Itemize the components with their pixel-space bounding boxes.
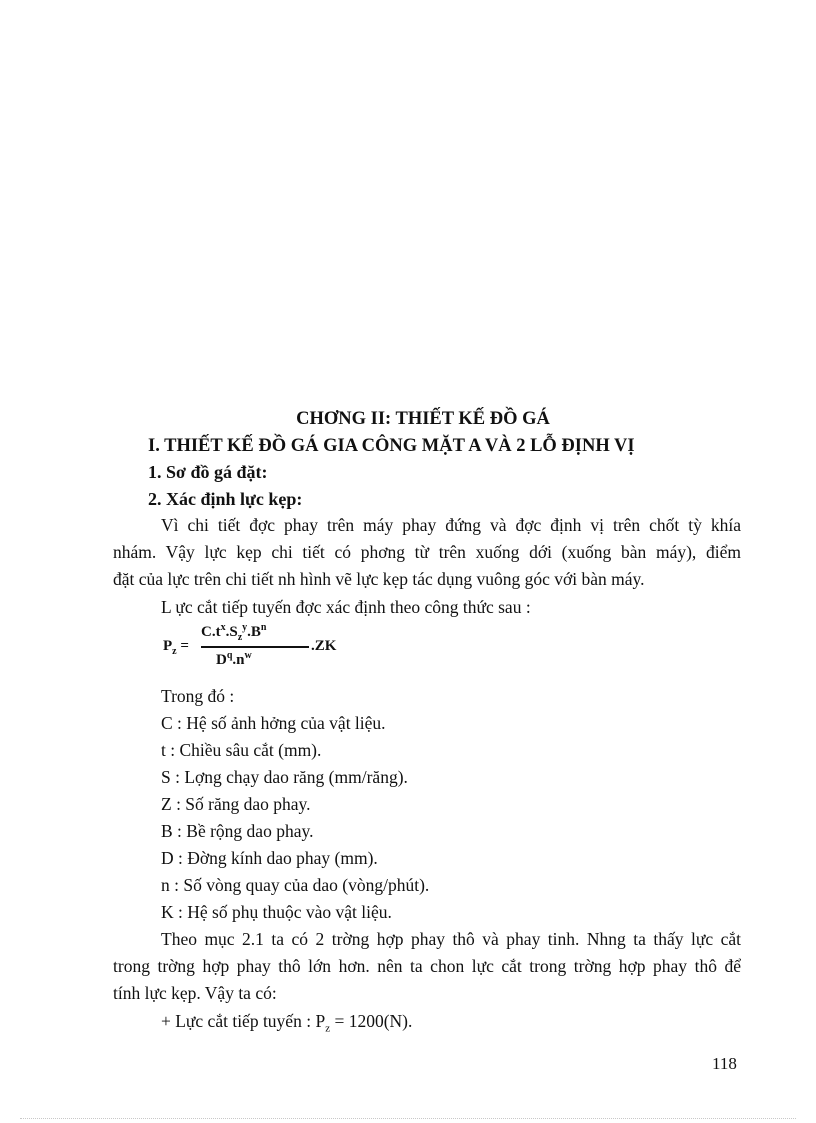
formula-tail: .ZK [311, 638, 337, 654]
paragraph-1-line-3: đặt của lực trên chi tiết nh hình vẽ lực kẹp tác dụng vuông góc với bàn máy. [113, 569, 645, 589]
paragraph-3-line-1: Theo mục 2.1 ta có 2 trờng hợp phay thô và phay tinh. Nhng ta thấy lực cắt [161, 929, 741, 949]
paragraph-3-line-3: tính lực kẹp. Vậy ta có: [113, 983, 277, 1003]
paragraph-3-line-2: trong trờng hợp phay thô lớn hơn. nên ta chon lực cắt trong trờng hợp phay thô để [113, 956, 741, 976]
formula-lhs: $P_z$ = [163, 638, 189, 657]
section-title: I. THIẾT KẾ ĐỒ GÁ GIA CÔNG MẶT A VÀ 2 LỖ ĐỊNH VỊ [148, 436, 635, 456]
page-bottom-rule [20, 1118, 796, 1119]
cutting-force-formula [161, 622, 337, 672]
page-number: 118 [712, 1054, 737, 1073]
formula-numerator: $C.t^x.S_z^y.B^n$ [201, 622, 267, 643]
definition-item: B : Bề rộng dao phay. [161, 821, 314, 841]
formula-denominator: $D^q.n^w$ [216, 650, 252, 668]
paragraph-1-line-1: Vì chi tiết đợc phay trên máy phay đứng và đợc định vị trên chốt tỳ khía [161, 515, 741, 535]
where-label: Trong đó : [161, 686, 235, 706]
chapter-title: CHƠNG II: THIẾT KẾ ĐỒ GÁ [296, 409, 550, 429]
definition-item: t : Chiều sâu cắt (mm). [161, 740, 322, 760]
formula-fraction-bar [201, 646, 309, 648]
cutting-force-result: + Lực cắt tiếp tuyến : $P_z = 1200(N)$. [161, 1011, 413, 1035]
subsection-heading-2: 2. Xác định lực kẹp: [148, 489, 303, 509]
paragraph-1-line-2: nhám. Vậy lực kẹp chi tiết có phơng từ trên xuống dới (xuống bàn máy), điểm [113, 542, 741, 562]
definition-item: D : Đờng kính dao phay (mm). [161, 848, 378, 868]
paragraph-2: L ực cắt tiếp tuyến đợc xác định theo công thức sau : [161, 597, 531, 617]
definition-item: K : Hệ số phụ thuộc vào vật liệu. [161, 902, 392, 922]
definition-item: Z : Số răng dao phay. [161, 794, 311, 814]
subsection-heading-1: 1. Sơ đồ gá đặt: [148, 462, 268, 482]
definition-item: C : Hệ số ảnh hởng của vật liệu. [161, 713, 386, 733]
definition-item: n : Số vòng quay của dao (vòng/phút). [161, 875, 430, 895]
definition-item: S : Lợng chạy dao răng (mm/răng). [161, 767, 408, 787]
